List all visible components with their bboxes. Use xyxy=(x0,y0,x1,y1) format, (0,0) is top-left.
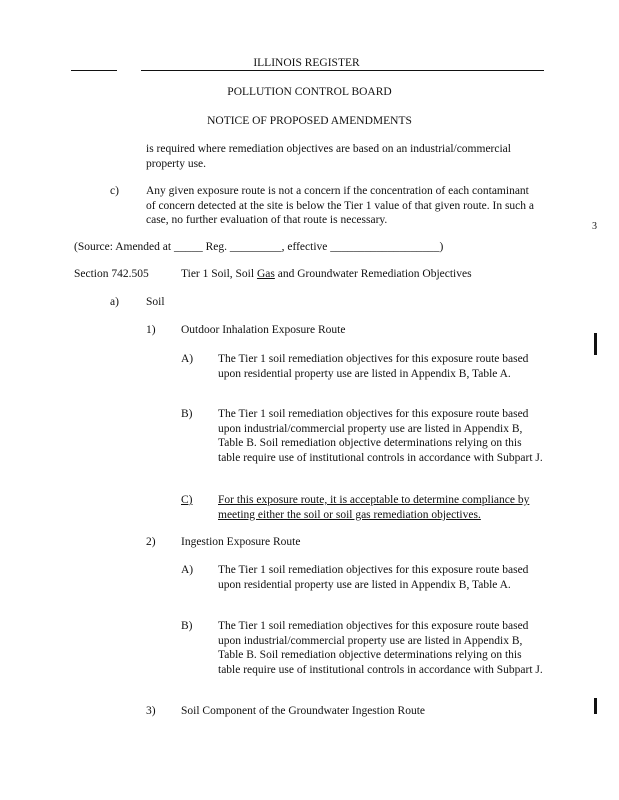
item2-heading: Ingestion Exposure Route xyxy=(181,536,301,548)
revision-bar xyxy=(594,698,597,714)
section-title-part2: and Groundwater Remediation Objectives xyxy=(274,268,472,280)
intro-continuation: is required where remediation objectives are based on an industrial/commercial property use. xyxy=(146,143,511,170)
notice-title: NOTICE OF PROPOSED AMENDMENTS xyxy=(207,115,412,127)
item1-a-text: The Tier 1 soil remediation objectives for this exposure route based upon residential property use are listed in Appendix B, Table A. xyxy=(218,353,529,380)
source-note: (Source: Amended at _____ Reg. _________, effective ___________________) xyxy=(74,241,444,253)
item1-label: 1) xyxy=(146,324,156,336)
section-title-part1: Tier 1 Soil, Soil xyxy=(181,268,257,280)
section-number: Section 742.505 xyxy=(74,268,149,280)
item1-b-label: B) xyxy=(181,408,193,420)
item1-c-text: For this exposure route, it is acceptable to determine compliance by meeting either the soil or soil gas remediation objectives. xyxy=(218,494,530,521)
item2-a-text: The Tier 1 soil remediation objectives for this exposure route based upon residential property use are listed in Appendix B, Table A. xyxy=(218,564,529,591)
item2-label: 2) xyxy=(146,536,156,548)
item3-heading: Soil Component of the Groundwater Ingestion Route xyxy=(181,705,426,717)
item2-b-label: B) xyxy=(181,620,193,632)
section-title xyxy=(181,267,472,282)
margin-page-mark: 3 xyxy=(592,221,597,232)
revision-bar xyxy=(594,333,597,355)
item2-b-text: The Tier 1 soil remediation objectives for this exposure route based upon industrial/commercial property use are listed in Appendix B, Table B. Soil remediation objective determinations relying on this table require use of institutional controls in accordance with Subpart J. xyxy=(218,620,543,676)
soil-heading: Soil xyxy=(146,296,165,308)
item1-b-text: The Tier 1 soil remediation objectives for this exposure route based upon industrial/commercial property use are listed in Appendix B, Table B. Soil remediation objective determinations relying on this table require use of institutional controls in accordance with Subpart J. xyxy=(218,408,543,464)
register-title: ILLINOIS REGISTER xyxy=(253,57,360,69)
para-c-text: Any given exposure route is not a concern if the concentration of each contaminant of concern detected at the site is below the Tier 1 value of that given route. In such a case, no further evaluation of that route is necessary. xyxy=(146,185,535,227)
item2-a-label: A) xyxy=(181,564,194,576)
item1-heading: Outdoor Inhalation Exposure Route xyxy=(181,324,346,336)
item1-a-label: A) xyxy=(181,353,194,365)
section-title-gas: Gas xyxy=(256,268,275,280)
soil-label: a) xyxy=(110,296,119,308)
item1-c-label: C) xyxy=(181,494,193,506)
item3-label: 3) xyxy=(146,705,156,717)
board-title: POLLUTION CONTROL BOARD xyxy=(227,86,392,98)
para-c-label: c) xyxy=(110,185,119,197)
